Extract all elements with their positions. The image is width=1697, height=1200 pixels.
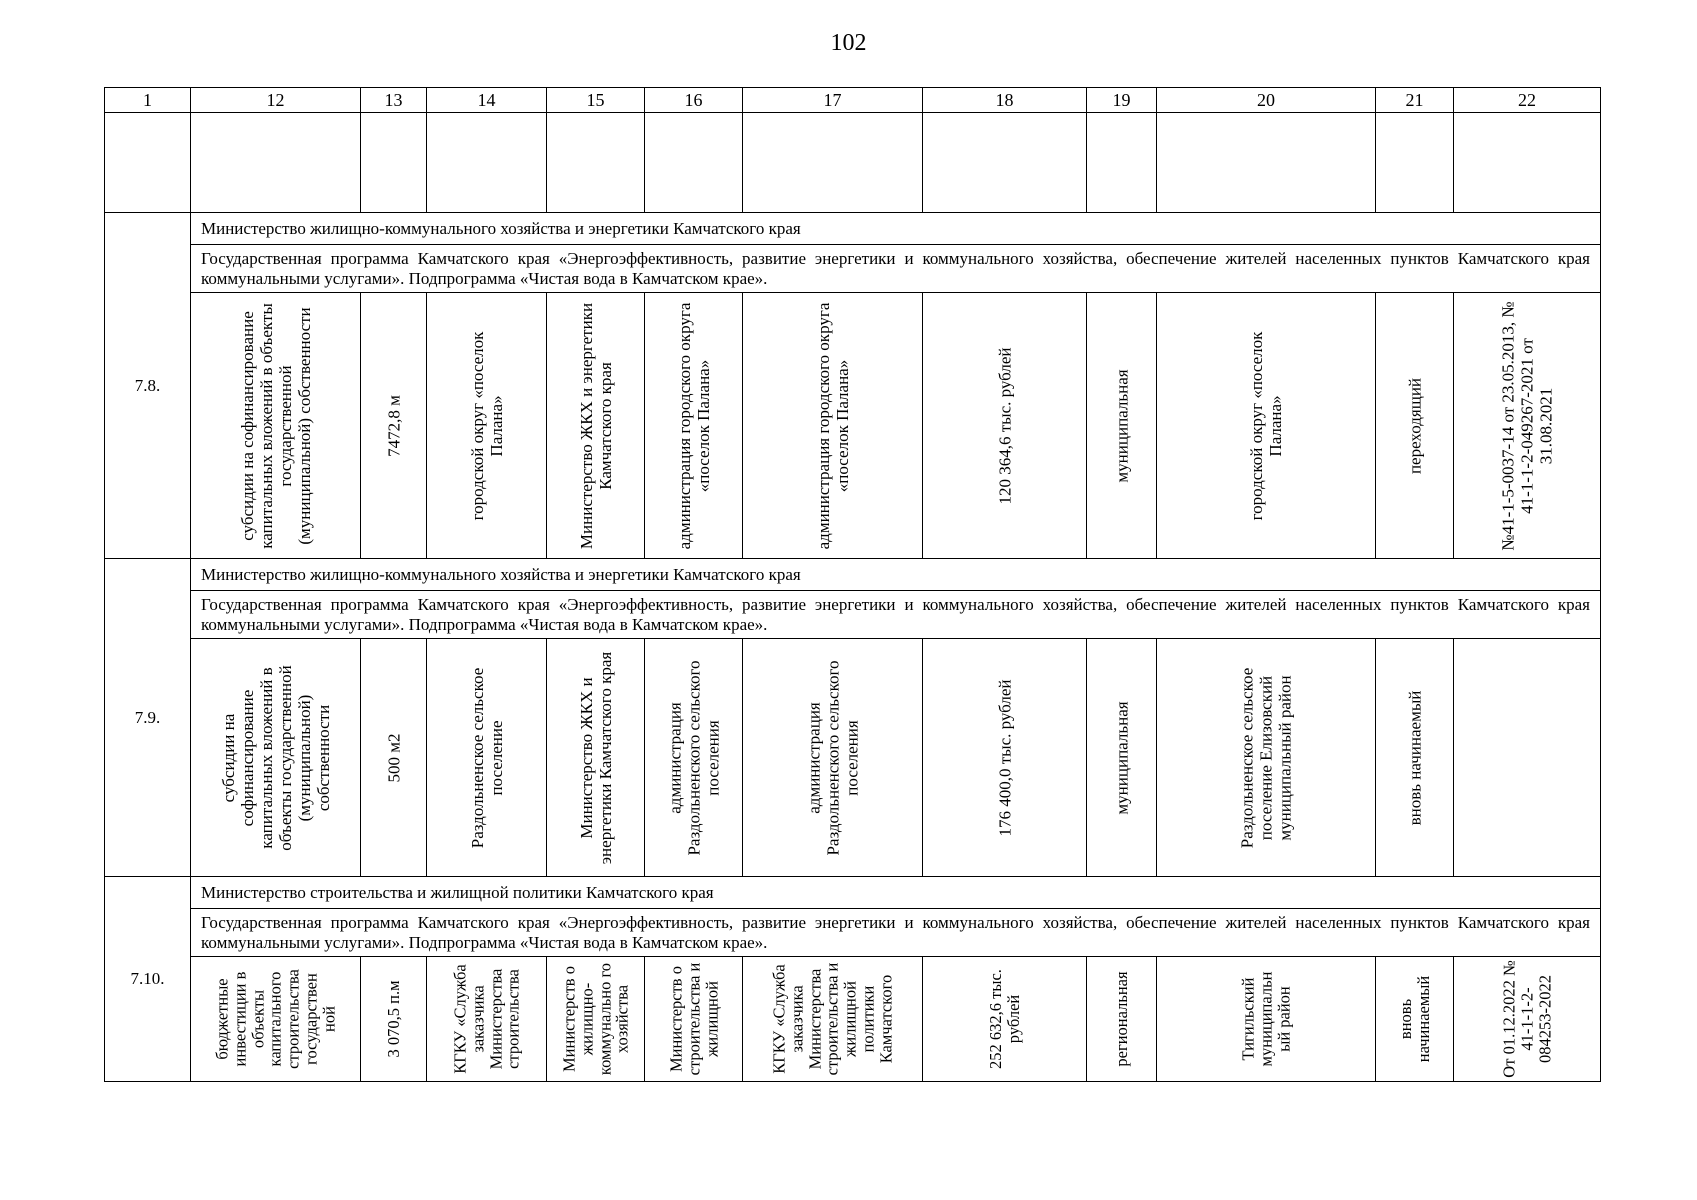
section-program-row <box>105 245 1601 293</box>
ministry-name: Министерство строительства и жилищной политики Камчатского края <box>191 877 1601 909</box>
header-cell: 1 <box>105 88 191 113</box>
page-number: 102 <box>830 30 867 56</box>
header-cell: 14 <box>427 88 547 113</box>
cell-expertise <box>1454 639 1601 877</box>
cell-status: переходящий <box>1376 293 1454 559</box>
empty-row <box>105 113 1601 213</box>
cell-location: городской округ «поселок Палана» <box>1157 293 1376 559</box>
header-cell: 19 <box>1087 88 1157 113</box>
cell-expertise: №41-1-5-0037-14 от 23.05.2013, № 41-1-1-2-049267-2021 от 31.08.2021 <box>1454 293 1601 559</box>
program-name: Государственная программа Камчатского края «Энергоэффективность, развитие энергетики и коммунального хозяйства, обеспечение жителей населенных пунктов Камчатского края коммунальными услугами». Подпрограмма «Чистая вода в Камчатском крае». <box>191 909 1601 957</box>
cell-municipality: Раздольненское сельское поселение <box>427 639 547 877</box>
empty-cell <box>427 113 547 213</box>
cell-capacity: 3 070,5 п.м <box>361 957 427 1082</box>
program-name: Государственная программа Камчатского края «Энергоэффективность, развитие энергетики и коммунального хозяйства, обеспечение жителей населенных пунктов Камчатского края коммунальными услугами». Подпрограмма «Чистая вода в Камчатском крае». <box>191 591 1601 639</box>
header-cell: 13 <box>361 88 427 113</box>
cell-cost: 252 632,6 тыс. рублей <box>923 957 1087 1082</box>
table-row <box>105 957 1601 1082</box>
empty-cell <box>361 113 427 213</box>
cell-cost: 176 400,0 тыс. рублей <box>923 639 1087 877</box>
header-cell: 15 <box>547 88 645 113</box>
header-cell: 12 <box>191 88 361 113</box>
table-row <box>105 639 1601 877</box>
cell-funding-type: субсидии на софинансирование капитальных вложений в объекты государственной (муниципальной) собственности <box>191 293 361 559</box>
cell-location: Раздольненское сельское поселение Елизовский муниципальный район <box>1157 639 1376 877</box>
ministry-name: Министерство жилищно-коммунального хозяйства и энергетики Камчатского края <box>191 213 1601 245</box>
empty-cell <box>105 113 191 213</box>
empty-cell <box>645 113 743 213</box>
row-number: 7.10. <box>105 877 191 1082</box>
cell-customer: администрация городского округа «поселок Палана» <box>645 293 743 559</box>
cell-developer: КГКУ «Служба заказчика Министерства строительства и жилищной политики Камчатского <box>743 957 923 1082</box>
header-cell: 16 <box>645 88 743 113</box>
ministry-name: Министерство жилищно-коммунального хозяйства и энергетики Камчатского края <box>191 559 1601 591</box>
cell-status: вновь начинаемый <box>1376 639 1454 877</box>
cell-ownership: муниципальная <box>1087 293 1157 559</box>
empty-cell <box>1454 113 1601 213</box>
header-cell: 17 <box>743 88 923 113</box>
cell-customer: администрация Раздольненского сельского поселения <box>645 639 743 877</box>
cell-ownership: муниципальная <box>1087 639 1157 877</box>
cell-status: вновь начинаемый <box>1376 957 1454 1082</box>
cell-expertise: От 01.12.2022 № 41-1-1-2-084253-2022 <box>1454 957 1601 1082</box>
section-ministry-row <box>105 213 1601 245</box>
cell-cost: 120 364,6 тыс. рублей <box>923 293 1087 559</box>
header-row <box>105 88 1601 113</box>
header-cell: 20 <box>1157 88 1376 113</box>
cell-location: Тигильский муниципальн ый район <box>1157 957 1376 1082</box>
cell-capacity: 500 м2 <box>361 639 427 877</box>
table-row <box>105 293 1601 559</box>
empty-cell <box>547 113 645 213</box>
cell-funding-type: субсидии на софинансирование капитальных вложений в объекты государственной (муниципальной) собственности <box>191 639 361 877</box>
section-program-row <box>105 591 1601 639</box>
empty-cell <box>923 113 1087 213</box>
row-number: 7.9. <box>105 559 191 877</box>
row-number: 7.8. <box>105 213 191 559</box>
cell-administrator: Министерств о жилищно-коммунально го хозяйства <box>547 957 645 1082</box>
section-ministry-row <box>105 559 1601 591</box>
header-cell: 21 <box>1376 88 1454 113</box>
cell-developer: администрация городского округа «поселок Палана» <box>743 293 923 559</box>
cell-administrator: Министерство ЖКХ и энергетики Камчатского края <box>547 293 645 559</box>
section-program-row <box>105 909 1601 957</box>
program-name: Государственная программа Камчатского края «Энергоэффективность, развитие энергетики и коммунального хозяйства, обеспечение жителей населенных пунктов Камчатского края коммунальными услугами». Подпрограмма «Чистая вода в Камчатском крае». <box>191 245 1601 293</box>
cell-capacity: 7472,8 м <box>361 293 427 559</box>
section-ministry-row <box>105 877 1601 909</box>
header-cell: 22 <box>1454 88 1601 113</box>
empty-cell <box>1376 113 1454 213</box>
empty-cell <box>743 113 923 213</box>
empty-cell <box>191 113 361 213</box>
empty-cell <box>1157 113 1376 213</box>
cell-municipality: городской округ «поселок Палана» <box>427 293 547 559</box>
cell-ownership: региональная <box>1087 957 1157 1082</box>
header-cell: 18 <box>923 88 1087 113</box>
cell-customer: Министерств о строительства и жилищной <box>645 957 743 1082</box>
cell-funding-type: бюджетные инвестиции в объекты капитального строительства государствен ной <box>191 957 361 1082</box>
cell-developer: администрация Раздольненского сельского поселения <box>743 639 923 877</box>
cell-municipality: КГКУ «Служба заказчика Министерства строительства <box>427 957 547 1082</box>
data-table <box>104 87 1601 1082</box>
empty-cell <box>1087 113 1157 213</box>
cell-administrator: Министерство ЖКХ и энергетики Камчатского края <box>547 639 645 877</box>
